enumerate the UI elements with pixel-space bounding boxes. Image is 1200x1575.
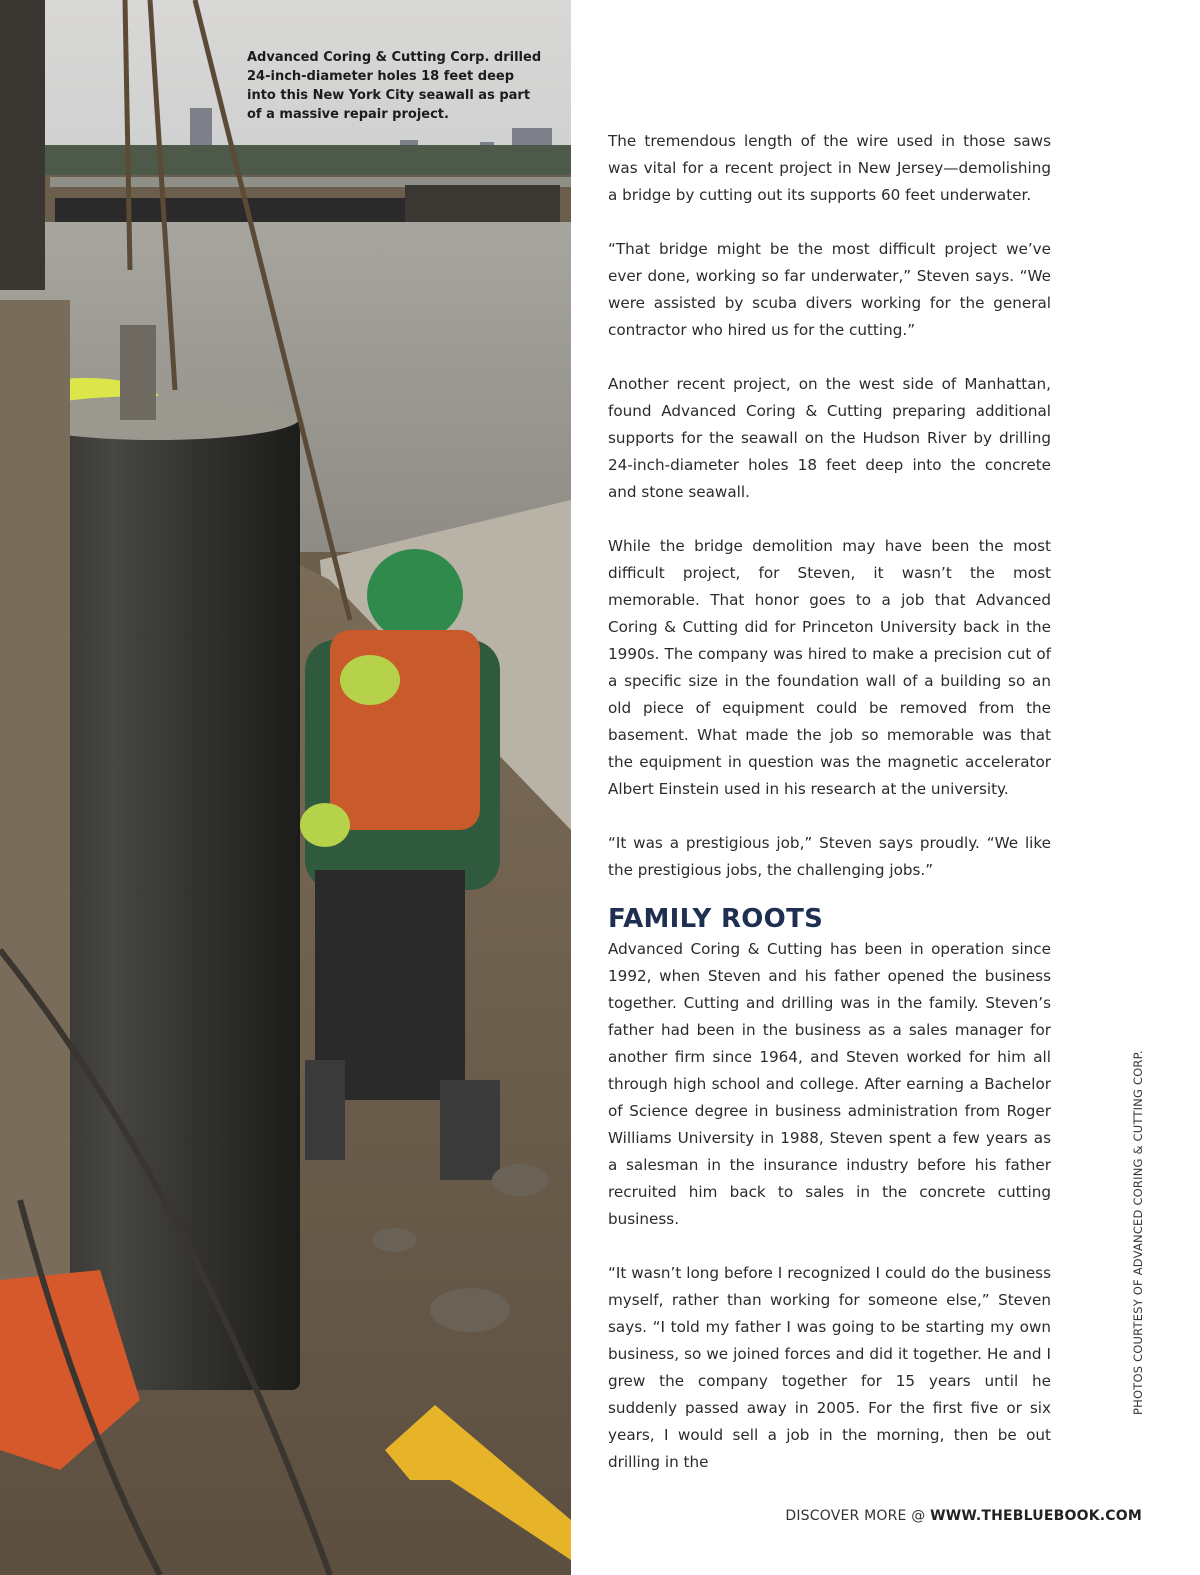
section-heading: FAMILY ROOTS [608, 904, 824, 934]
footer-prefix: DISCOVER MORE @ [785, 1508, 931, 1524]
footer-url-link[interactable]: WWW.THEBLUEBOOK.COM [930, 1508, 1142, 1524]
article-body [608, 128, 1051, 1476]
paragraph: “It was a prestigious job,” Steven says proudly. “We like the prestigious jobs, the challenging jobs.” [608, 834, 1051, 879]
paragraph: The tremendous length of the wire used in those saws was vital for a recent project in New Jersey—demolishing a bridge by cutting out its supports 60 feet underwater. [608, 132, 1051, 204]
paragraph: “It wasn’t long before I recognized I could do the business myself, rather than working for someone else,” Steven says. “I told my father I was going to be starting my own business, so we joined forces and did it together. He and I grew the company together for 15 years until he suddenly passed away in 2005. For the first five or six years, I would sell a job in the morning, then be out drilling in the [608, 1264, 1051, 1471]
paragraph: Advanced Coring & Cutting has been in operation since 1992, when Steven and his father opened the business together. Cutting and drilling was in the family. Steven’s father had been in the business as a sales manager for another firm since 1964, and Steven worked for him all through high school and college. After earning a Bachelor of Science degree in business administration from Roger Williams University in 1988, Steven spent a few years as a salesman in the insurance industry before his father recruited him back to sales in the concrete cutting business. [608, 940, 1051, 1228]
paragraph: “That bridge might be the most difficult project we’ve ever done, working so far underwater,” Steven says. “We were assisted by scuba divers working for the general contractor who hired us for the cutting.” [608, 240, 1051, 339]
worker-figure [300, 549, 500, 1180]
paragraph: Another recent project, on the west side of Manhattan, found Advanced Coring & Cutting preparing additional supports for the seawall on the Hudson River by drilling 24-inch-diameter holes 18 feet deep into the concrete and stone seawall. [608, 375, 1051, 501]
footer [785, 1508, 1142, 1524]
article-photo [0, 0, 571, 1575]
paragraph: While the bridge demolition may have been the most difficult project, for Steven, it wasn’t the most memorable. That honor goes to a job that Advanced Coring & Cutting did for Princeton University back in the 1990s. The company was hired to make a precision cut of a specific size in the foundation wall of a building so an old piece of equipment could be removed from the basement. What made the job so memorable was that the equipment in question was the magnetic accelerator Albert Einstein used in his research at the university. [608, 537, 1051, 798]
photo-credit: PHOTOS COURTESY OF ADVANCED CORING & CUTTING CORP. [1131, 1050, 1145, 1415]
photo-caption: Advanced Coring & Cutting Corp. drilled 24-inch-diameter holes 18 feet deep into this New York City seawall as part of a massive repair project. [247, 50, 542, 122]
seawall-drilling-photo [0, 0, 571, 1575]
